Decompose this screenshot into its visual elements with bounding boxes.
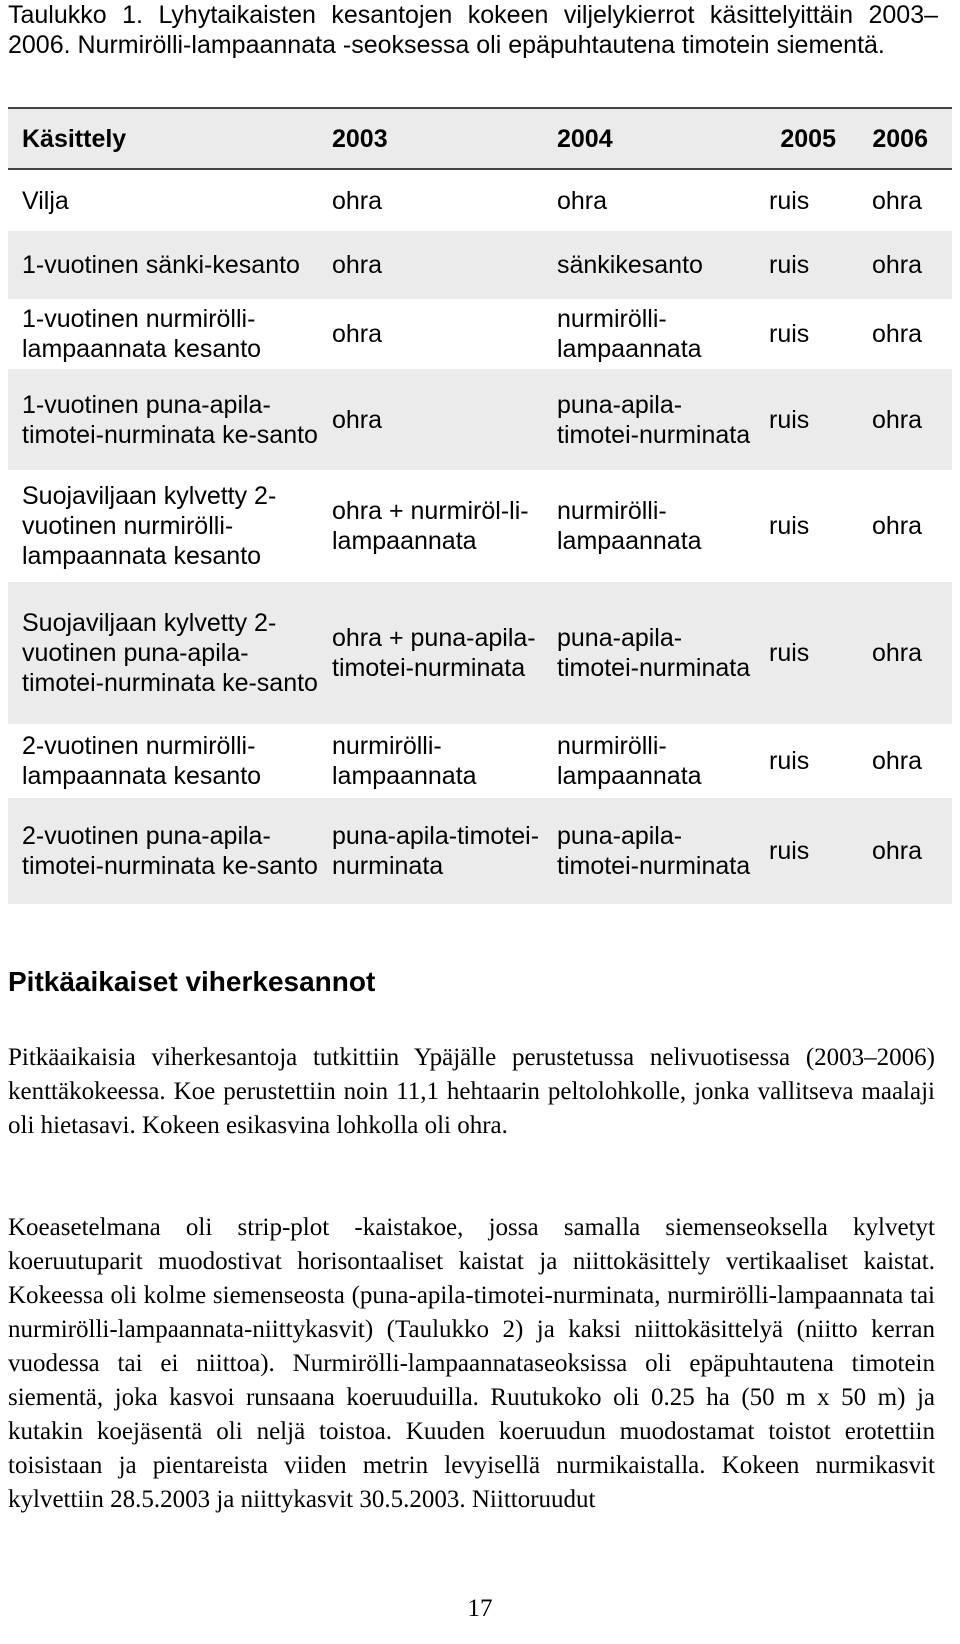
cell-2003: ohra + puna-apila-timotei-nurminata bbox=[332, 624, 536, 682]
cell-treatment: 2-vuotinen nurmirölli-lampaannata kesanto bbox=[22, 732, 262, 790]
cell-2005: ruis bbox=[769, 186, 810, 215]
cell-2005: ruis bbox=[769, 251, 810, 279]
table-row bbox=[8, 582, 952, 724]
cell-treatment: Vilja bbox=[22, 186, 69, 215]
cell-2003: nurmirölli-lampaannata bbox=[332, 732, 477, 790]
cell-2004: nurmirölli-lampaannata bbox=[557, 305, 702, 363]
cell-2003: ohra bbox=[332, 405, 383, 434]
cell-treatment: 2-vuotinen puna-apila-timotei-nurminata ke-santo bbox=[22, 822, 318, 880]
cell-2004: sänkikesanto bbox=[557, 251, 703, 279]
cell-2005: ruis bbox=[769, 512, 810, 540]
cell-2003: ohra bbox=[332, 251, 383, 279]
cell-treatment: 1-vuotinen puna-apila-timotei-nurminata ke-santo bbox=[22, 390, 318, 449]
cell-2006: ohra bbox=[872, 405, 923, 434]
cell-2004: puna-apila-timotei-nurminata bbox=[557, 390, 751, 449]
cell-2006: ohra bbox=[872, 512, 923, 540]
page-number: 17 bbox=[467, 1595, 493, 1622]
cell-2003: ohra bbox=[332, 320, 383, 348]
cell-2003: ohra + nurmiröl-li-lampaannata bbox=[332, 497, 529, 555]
table-row bbox=[8, 299, 952, 369]
table-row bbox=[8, 470, 952, 582]
cell-treatment: 1-vuotinen sänki-kesanto bbox=[22, 251, 300, 279]
header-2005: 2005 bbox=[780, 124, 836, 153]
cell-2004: nurmirölli-lampaannata bbox=[557, 732, 702, 790]
cell-2006: ohra bbox=[872, 747, 923, 775]
section-heading: Pitkäaikaiset viherkesannot bbox=[8, 966, 376, 997]
cell-2004: puna-apila-timotei-nurminata bbox=[557, 822, 751, 880]
header-treatment: Käsittely bbox=[22, 124, 127, 153]
header-2003: 2003 bbox=[332, 124, 388, 153]
header-2004: 2004 bbox=[557, 124, 613, 153]
table-header-row bbox=[8, 108, 952, 169]
cell-2006: ohra bbox=[872, 320, 923, 348]
table-row bbox=[8, 798, 952, 904]
table-row bbox=[8, 369, 952, 470]
table-row bbox=[8, 169, 952, 231]
header-2006: 2006 bbox=[872, 124, 928, 153]
table-row bbox=[8, 724, 952, 798]
cell-2003: puna-apila-timotei-nurminata bbox=[332, 822, 540, 880]
cell-treatment: Suojaviljaan kylvetty 2-vuotinen puna-apila-timotei-nurminata ke-santo bbox=[22, 609, 318, 697]
cell-2005: ruis bbox=[769, 320, 810, 348]
cell-2006: ohra bbox=[872, 837, 923, 865]
cell-2004: nurmirölli-lampaannata bbox=[557, 497, 702, 555]
cell-2005: ruis bbox=[769, 405, 810, 434]
cell-2005: ruis bbox=[769, 747, 810, 775]
cell-treatment: Suojaviljaan kylvetty 2-vuotinen nurmirölli-lampaannata kesanto bbox=[22, 482, 277, 570]
cell-2006: ohra bbox=[872, 639, 923, 667]
cell-2006: ohra bbox=[872, 186, 923, 215]
cell-2006: ohra bbox=[872, 251, 923, 279]
table-row bbox=[8, 231, 952, 299]
paragraph: Koeasetelmana oli strip-plot -kaistakoe, jossa samalla siemenseoksella kylvetyt koeruutuparit muodostivat horisontaaliset kaistat ja niittokäsittely vertikaaliset kaistat. Kokeessa oli kolme siemenseosta (puna-apila-timotei-nurminata, nurmirölli-lampaannata tai nurmirölli-lampaannata-niittykasvit) (Taulukko 2) ja kaksi niittokäsittelyä (niitto kerran vuodessa tai ei niittoa). Nurmirölli-lampaannataseoksissa oli epäpuhtautena timotein siementä, joka kasvoi runsaana koeruuduilla. Ruutukoko oli 0.25 ha (50 m x 50 m) ja kutakin koejäsentä oli neljä toistoa. Kuuden koeruudun muodostamat toistot erotettiin toisistaan ja pientareista viiden metrin levyisellä nurmikaistalla. Kokeen nurmikasvit kylvettiin 28.5.2003 ja niittykasvit 30.5.2003. Niittoruudut bbox=[8, 1214, 935, 1513]
cell-treatment: 1-vuotinen nurmirölli-lampaannata kesanto bbox=[22, 305, 262, 363]
cell-2003: ohra bbox=[332, 186, 383, 215]
cell-2005: ruis bbox=[769, 639, 810, 667]
cell-2004: ohra bbox=[557, 186, 608, 215]
cell-2005: ruis bbox=[769, 837, 810, 865]
crop-rotation-table bbox=[8, 107, 952, 904]
table-caption: Taulukko 1. Lyhytaikaisten kesantojen kokeen viljelykierrot käsittelyittäin 2003–2006. Nurmirölli-lampaannata -seoksessa oli epäpuhtautena timotein siementä. bbox=[8, 1, 938, 59]
paragraph: Pitkäaikaisia viherkesantoja tutkittiin Ypäjälle perustetussa nelivuotisessa (2003–2006) kenttäkokeessa. Koe perustettiin noin 11,1 hehtaarin peltolohkolle, jonka vallitseva maalaji oli hietasavi. Kokeen esikasvina lohkolla oli ohra. bbox=[8, 1044, 935, 1139]
cell-2004: puna-apila-timotei-nurminata bbox=[557, 624, 751, 682]
